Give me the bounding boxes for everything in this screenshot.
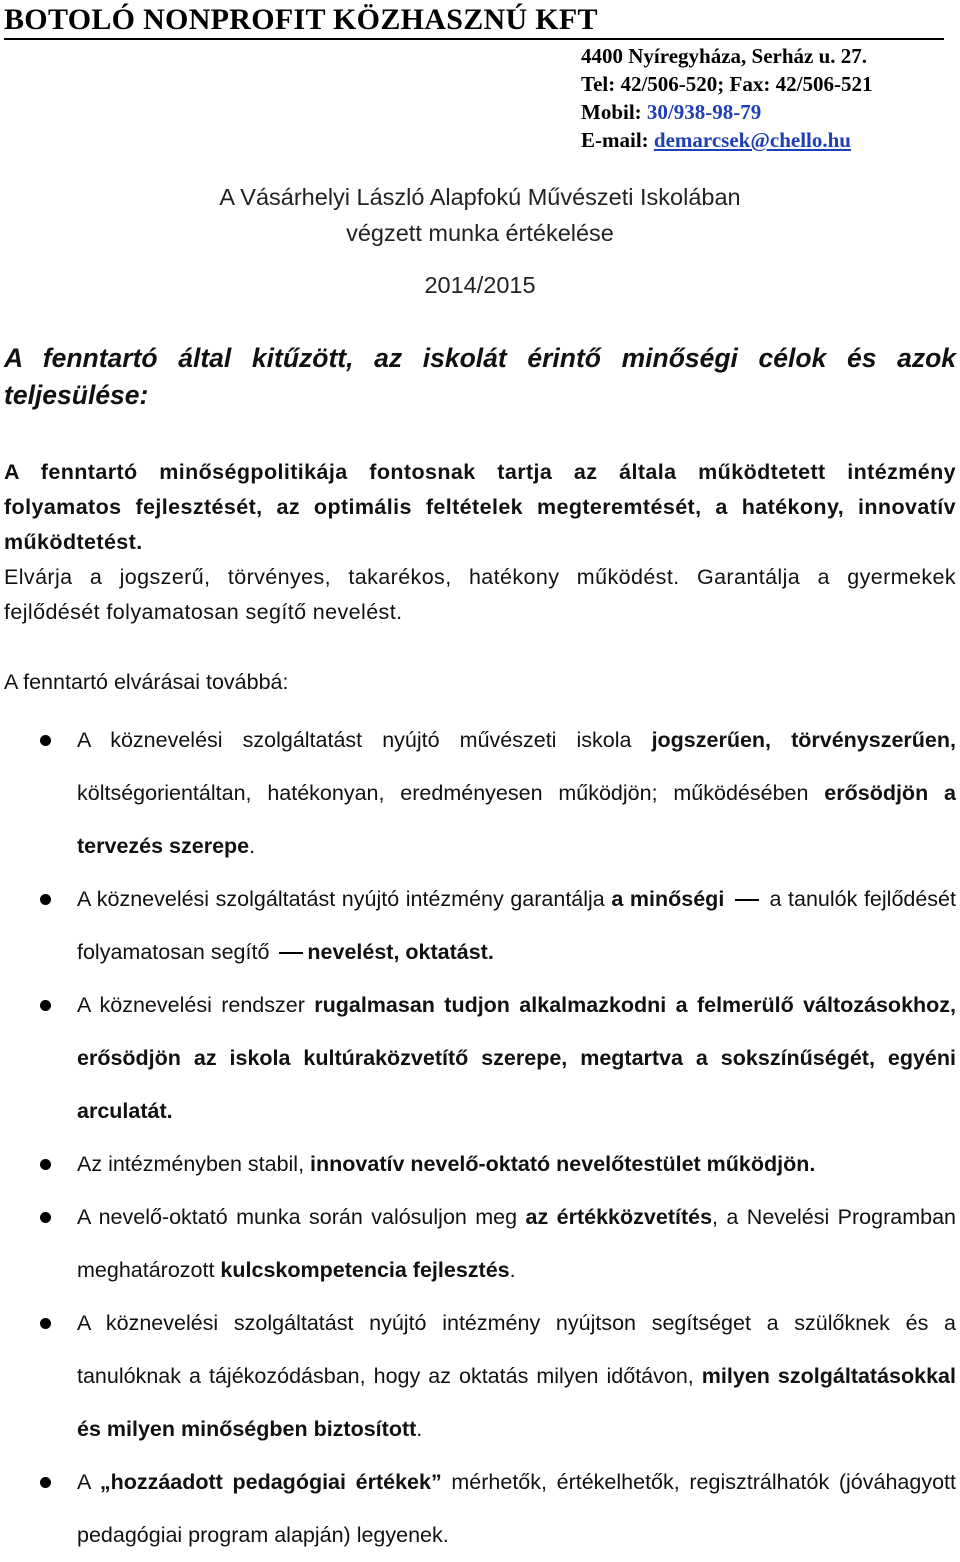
bullet-icon (40, 1318, 51, 1329)
list-item: A köznevelési szolgáltatást nyújtó intézmény garantálja a minőségi a tanulók fejlődését folyamatosan segítő nevelést, oktatást. (0, 873, 956, 979)
document-title-line2: végzett munka értékelése (346, 220, 614, 246)
list-item: A „hozzáadott pedagógiai értékek” mérhetők, értékelhetők, regisztrálhatók (jóváhagyott pedagógiai program alapján) legyenek. (0, 1456, 956, 1562)
bullet-icon (40, 1159, 51, 1170)
organization-name: BOTOLÓ NONPROFIT KÖZHASZNÚ KFT (4, 2, 944, 40)
email (581, 126, 951, 154)
list-item: A köznevelési szolgáltatást nyújtó művészeti iskola jogszerűen, törvényszerűen, költségorientáltan, hatékonyan, eredményesen működjön; működésében erősödjön a tervezés szerepe. (0, 714, 956, 873)
list-item: A nevelő-oktató munka során valósuljon meg az értékközvetítés, a Nevelési Programban meghatározott kulcskompetencia fejlesztés. (0, 1191, 956, 1297)
bullet-icon (40, 894, 51, 905)
section-heading: A fenntartó által kitűzött, az iskolát érintő minőségi célok és azok teljesülése: (4, 343, 956, 410)
expectation-paragraph: Elvárja a jogszerű, törvényes, takarékos, hatékony működést. Garantálja a gyermekek fejlődését folyamatosan segítő nevelést. (4, 565, 956, 624)
dash-separator (279, 952, 303, 954)
mobile (581, 98, 951, 126)
mobile-label: Mobil: (581, 100, 647, 124)
address: 4400 Nyíregyháza, Serház u. 27. (581, 44, 868, 68)
bullet-icon (40, 1212, 51, 1223)
email-label: E-mail: (581, 128, 654, 152)
dash-separator (735, 899, 759, 901)
policy-paragraph: A fenntartó minőségpolitikája fontosnak tartja az általa működtetett intézmény folyamatos fejlesztését, az optimális feltételek megteremtését, a hatékony, innovatív működtetést. (4, 460, 956, 554)
mobile-number: 30/938-98-79 (646, 100, 762, 124)
list-item: A köznevelési rendszer rugalmasan tudjon alkalmazkodni a felmerülő változásokhoz, erősödjön az iskola kultúraközvetítő szerepe, megtartva a sokszínűségét, egyéni arculatát. (0, 979, 956, 1138)
school-year: 2014/2015 (424, 272, 536, 298)
contact-block (581, 42, 951, 154)
expectations-subheading: A fenntartó elvárásai továbbá: (4, 670, 289, 694)
phone-fax: Tel: 42/506-520; Fax: 42/506-521 (581, 72, 873, 96)
list-item: A köznevelési szolgáltatást nyújtó intézmény nyújtson segítséget a szülőknek és a tanulóknak a tájékozódásban, hogy az oktatás milyen időtávon, milyen szolgáltatásokkal és milyen minőségben biztosított. (0, 1297, 956, 1456)
bullet-icon (40, 1000, 51, 1011)
bullet-icon (40, 1477, 51, 1488)
email-link[interactable]: demarcsek@chello.hu (653, 128, 851, 152)
list-item: Az intézményben stabil, innovatív nevelő-oktató nevelőtestület működjön. (0, 1138, 956, 1191)
document-title-line1: A Vásárhelyi László Alapfokú Művészeti Iskolában (219, 184, 741, 210)
bullet-icon (40, 735, 51, 746)
expectations-list (0, 714, 960, 1562)
